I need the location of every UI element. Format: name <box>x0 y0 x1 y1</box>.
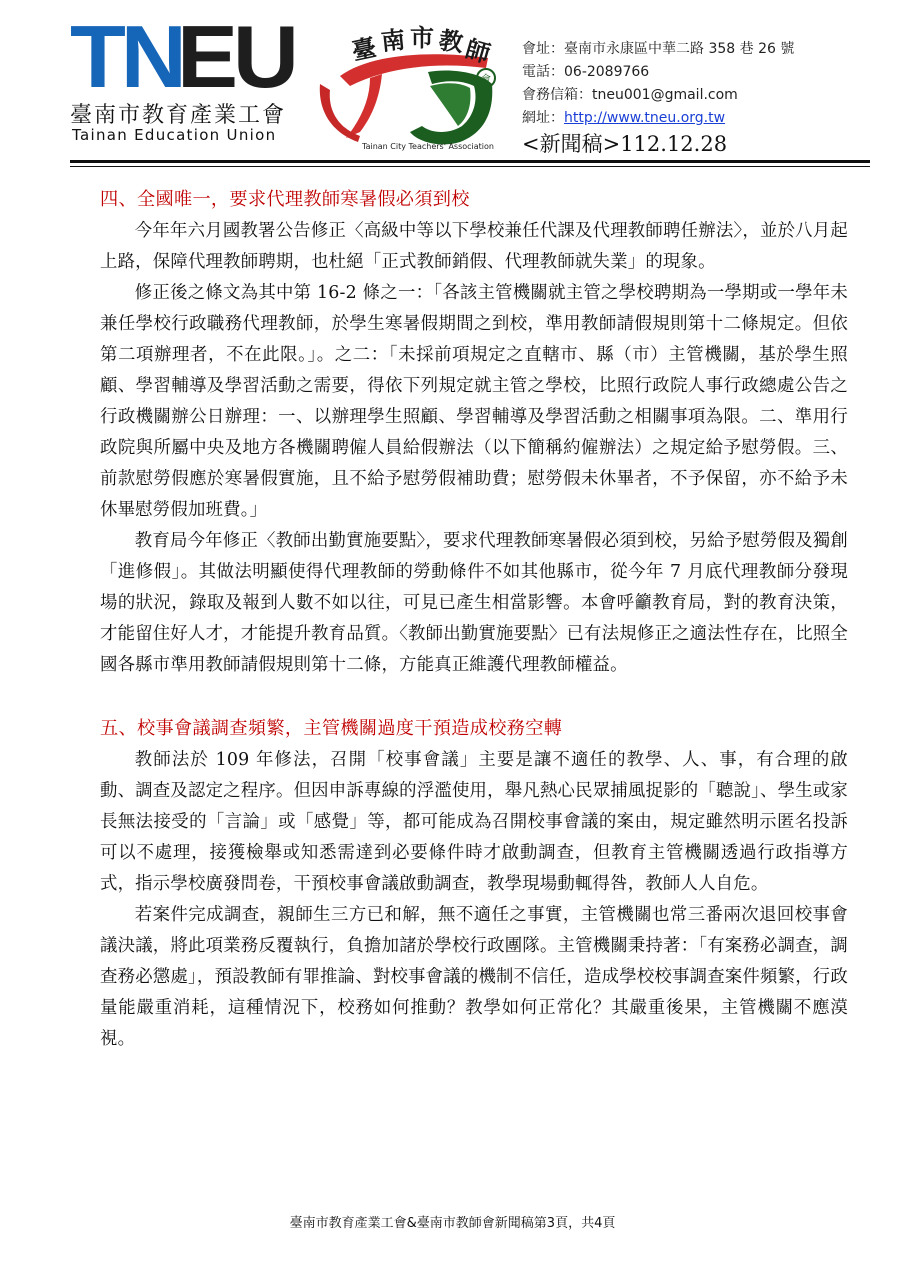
page-footer: 臺南市教育產業工會&臺南市教師會新聞稿第3頁，共4頁 <box>289 1216 616 1231</box>
svg-text:南: 南 <box>379 24 407 56</box>
svg-text:會: 會 <box>481 74 491 86</box>
tneu-logo-eu: EU <box>177 7 295 106</box>
paragraph: 教師法於 109 年修法，召開「校事會議」主要是讓不適任的教學、人、事，有合理的啟動、調查及認定之程序。但因申訴專線的浮濫使用，舉凡熱心民眾捕風捉影的「聽說」、學生或家長無法接受的「言論」或「感覺」等，都可能成為召開校事會議的案由，規定雖然明示匿名投訴可以不處理，接獲檢舉或知悉需達到必要條件時才啟動調查，但教育主管機關透過行政指導方式，指示學校廣發問卷，干預校事會議啟動調查，教學現場動輒得咎，教師人人自危。 <box>100 750 848 894</box>
header-divider-thick <box>70 160 870 163</box>
document-body <box>100 184 848 1055</box>
teachers-association-name-english: Tainan City Teachers' Association <box>362 142 494 151</box>
svg-text:師: 師 <box>462 33 494 69</box>
paragraph: 若案件完成調查，親師生三方已和解，無不適任之事實，主管機關也常三番兩次退回校事會議決議，將此項業務反覆執行，負擔加諸於學校行政團隊。主管機關秉持著：「有案務必調查，調查務必懲處」，預設教師有罪推論、對校事會議的機制不信任，造成學校校事調查案件頻繁，行政量能嚴重消耗，這種情況下，校務如何推動？教學如何正常化？其嚴重後果，主管機關不應漠視。 <box>100 905 848 1049</box>
contact-phone: 電話：06-2089766 <box>522 64 650 80</box>
paragraph: 教育局今年修正〈教師出勤實施要點〉，要求代理教師寒暑假必須到校，另給予慰勞假及獨創「進修假」。其做法明顯使得代理教師的勞動條件不如其他縣市，從今年 7 月底代理教師分發現場的狀況，錄取及報到人數不如以往，可見已產生相當影響。本會呼籲教育局，對的教育決策，才能留住好人才，才能提升教育品質。〈教師出勤實施要點〉已有法規修正之適法性存在，比照全國各縣市準用教師請假規則第十二條，方能真正維護代理教師權益。 <box>100 531 848 675</box>
contact-address: 會址：臺南市永康區中華二路 358 巷 26 號 <box>522 41 795 57</box>
contact-email: 會務信箱：tneu001@gmail.com <box>522 87 738 103</box>
contact-website-label: 網址： <box>522 110 564 126</box>
website-link[interactable]: http://www.tneu.org.tw <box>564 110 726 126</box>
tneu-name-chinese: 臺南市教育產業工會 <box>70 103 287 128</box>
svg-text:市: 市 <box>410 23 434 52</box>
press-release-date: <新聞稿>112.12.28 <box>522 132 728 156</box>
teachers-association-name-arc <box>310 14 505 74</box>
contact-website <box>522 107 794 130</box>
contact-info <box>522 38 794 130</box>
paragraph: 今年年六月國教署公告修正〈高級中等以下學校兼任代課及代理教師聘任辦法〉，並於八月起上路，保障代理教師聘期，也杜絕「正式教師銷假、代理教師就失業」的現象。 <box>100 221 848 272</box>
paragraph: 修正後之條文為其中第 16-2 條之一：「各該主管機關就主管之學校聘期為一學期或一學年未兼任學校行政職務代理教師，於學生寒暑假期間之到校，準用教師請假規則第十二條規定。但依第二項辦理者，不在此限。」。之二：「未採前項規定之直轄市、縣（市）主管機關，基於學生照顧、學習輔導及學習活動之需要，得依下列規定就主管之學校，比照行政院人事行政總處公告之行政機關辦公日辦理：一、以辦理學生照顧、學習輔導及學習活動之相關事項為限。二、準用行政院與所屬中央及地方各機關聘僱人員給假辦法（以下簡稱約僱辦法）之規定給予慰勞假。三、前款慰勞假應於寒暑假實施，且不給予慰勞假補助費；慰勞假未休畢者，不予保留，亦不給予未休畢慰勞假加班費。」 <box>100 283 848 520</box>
tneu-logo-letters <box>70 7 295 106</box>
svg-text:教: 教 <box>437 25 465 58</box>
letterhead <box>0 0 905 170</box>
section-heading: 五、校事會議調查頻繁，主管機關過度干預造成校務空轉 <box>100 718 563 739</box>
teachers-association-logo <box>310 14 505 159</box>
tneu-logo <box>70 7 295 150</box>
header-divider-thin <box>70 166 870 167</box>
section-heading: 四、全國唯一，要求代理教師寒暑假必須到校 <box>100 189 470 210</box>
tneu-logo-tn: TN <box>70 7 182 106</box>
svg-text:臺: 臺 <box>349 32 379 66</box>
tneu-name-english: Tainan Education Union <box>72 126 277 144</box>
